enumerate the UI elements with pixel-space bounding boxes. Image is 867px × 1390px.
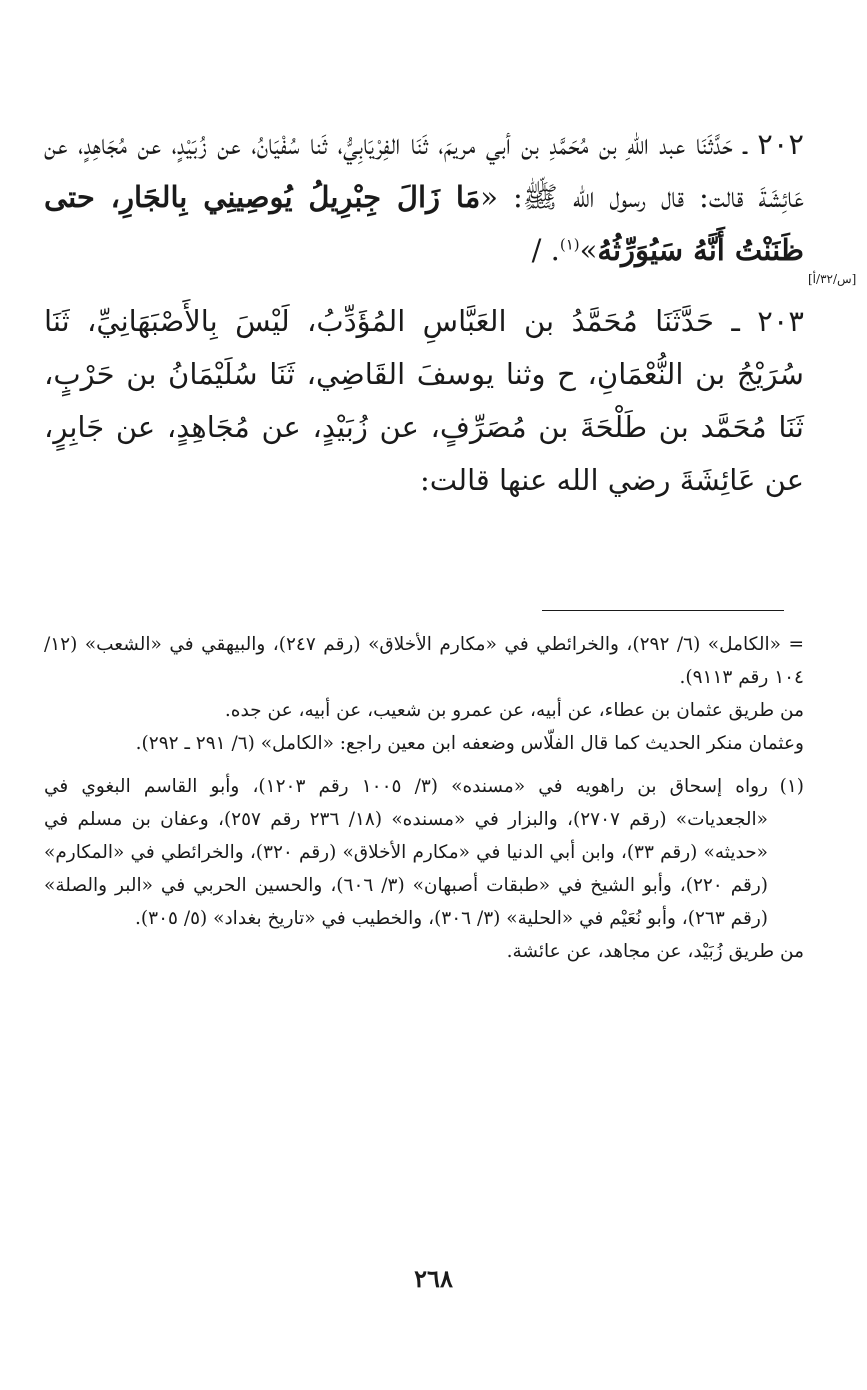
footnote-1-number: (١): [779, 776, 804, 797]
hadith-202-quote-close: »: [579, 233, 598, 267]
footnote-1-text: رواه إسحاق بن راهويه في «مسنده» (٣/ ١٠٠٥ رقم ١٢٠٣)، وأبو القاسم البغوي في «الجعديات» (رقم ٢٧٠٧)، والبزار في «مسنده» (١٨/ ٢٣٦ رقم ٢٥٧)، وعفان بن مسلم في «حديثه» (رقم ٣٣)، وابن أبي الدنيا في «مكارم الأخلاق» (رقم ٣٢٠)، والخرائطي في «المكارم» (رقم ٢٢٠)، وأبو الشيخ في «طبقات أصبهان» (٣/ ٦٠٦)، والحسين الحربي في «البر والصلة» (رقم ٢٦٣)، وأبو نُعَيْم في «الحلية» (٣/ ٣٠٦)، والخطيب في «تاريخ بغداد» (٥/ ٣٠٥).: [44, 776, 769, 929]
footnote-continued-3: وعثمان منكر الحديث كما قال الفلّاس وضعفه ابن معين راجع: «الكامل» (٦/ ٢٩١ ـ ٢٩٢).: [135, 733, 804, 754]
footnote-divider: [542, 610, 784, 611]
hadith-202-quote: مَا زَالَ جِبْرِيلُ يُوصِينِي بِالجَارِ، حتى ظَنَنْتُ أَنَّهُ سَيُوَرِّثُهُ: [44, 180, 804, 267]
footnote-continued-1: = «الكامل» (٦/ ٢٩٢)، والخرائطي في «مكارم الأخلاق» (رقم ٢٤٧)، والبيهقي في «الشعب» (١٢/ ١٠٤ رقم ٩١١٣).: [44, 634, 804, 688]
hadith-202-text: ٢٠٢ ـ حَدَّثَنَا عبد اللهِ بن مُحَمَّدِ بن أبي مريمَ، ثَنَا الفِرْيَابِيُّ، ثَنا سُفْيَانُ، عن زُبَيْدٍ، عن مُجَاهِدٍ، عن عَائِشَةَ قالت: قال رسول الله ﷺ: «: [44, 127, 804, 214]
footnote-1: [44, 770, 804, 935]
manuscript-margin-ref: [س/٣٢/أ]: [808, 272, 857, 286]
main-text: [44, 118, 804, 507]
footnote-1-tail: من طريق زُبَيْد، عن مجاهد، عن عائشة.: [506, 941, 804, 962]
footnote-continued-2: من طريق عثمان بن عطاء، عن أبيه، عن عمرو بن شعيب، عن أبيه، عن جده.: [224, 700, 804, 721]
footnotes: [44, 628, 804, 968]
footnote-ref-1[interactable]: (١): [559, 235, 580, 254]
hadith-202: [44, 118, 804, 277]
hadith-203-text: ٢٠٣ ـ حَدَّثَنَا مُحَمَّدُ بن العَبَّاسِ المُؤَدِّبُ، لَيْسَ بِالأَصْبَهَانِيِّ، ثَنَا سُرَيْجُ بن النُّعْمَانِ، ح وثنا يوسفَ القَاضِي، ثَنَا سُلَيْمَانُ بن حَرْبٍ، ثَنَا مُحَمَّد بن طَلْحَةَ بن مُصَرِّفٍ، عن زُبَيْدٍ، عن مُجَاهِدٍ، عن جَابِرٍ، عن عَائِشَةَ رضي الله عنها قالت:: [44, 304, 804, 497]
hadith-203: [44, 295, 804, 507]
page-number: ٢٦٨: [414, 1264, 453, 1293]
hadith-202-end: . /: [531, 233, 560, 267]
